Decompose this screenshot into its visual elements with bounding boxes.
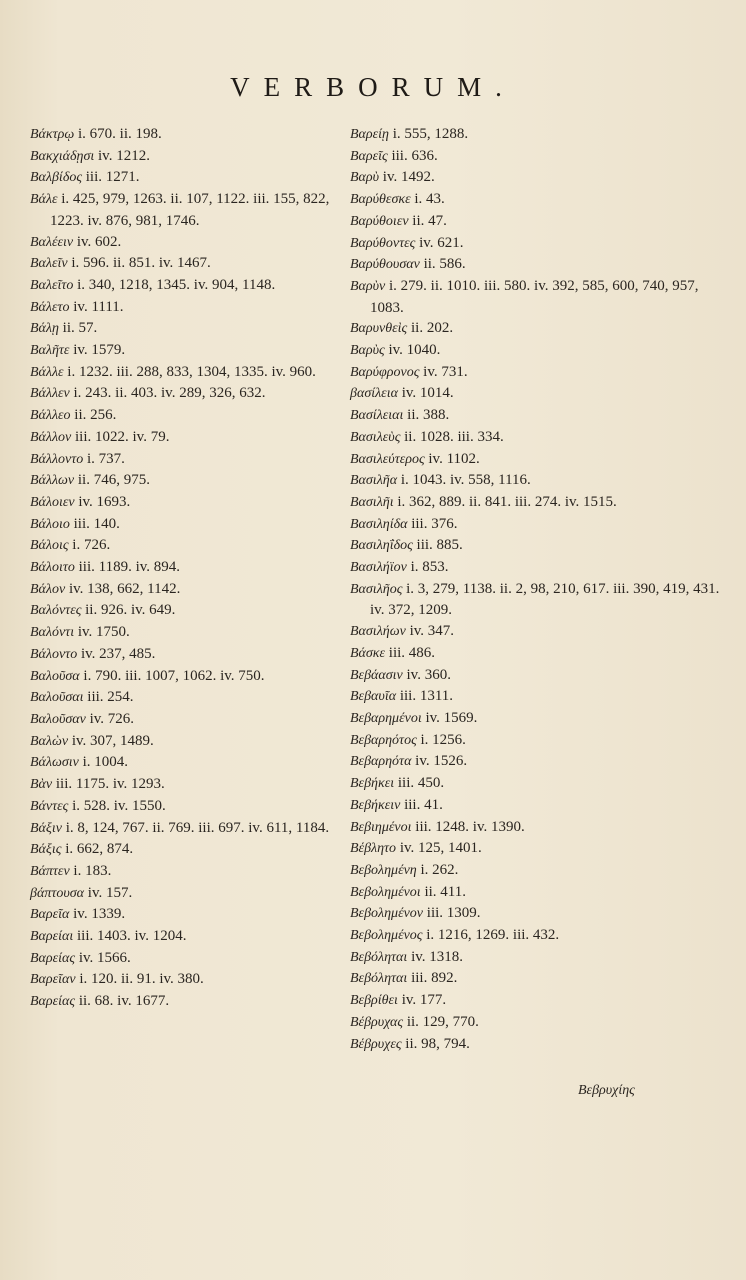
- references: i. 120. ii. 91. iv. 380.: [79, 971, 204, 988]
- index-entry: [350, 254, 730, 276]
- references: i. 279. ii. 1010. iii. 580. iv. 392, 585, 600, 740, 957, 1083.: [370, 277, 699, 316]
- index-entry: [350, 470, 730, 492]
- index-entry: [30, 796, 340, 818]
- headword: Βάξιν: [30, 820, 62, 836]
- headword: Βεβολημένη: [350, 862, 417, 878]
- index-entry: [30, 405, 340, 427]
- headword: Βεβήκειν: [350, 797, 401, 813]
- headword: Βάλλων: [30, 473, 75, 489]
- headword: Βάλοιτο: [30, 560, 75, 576]
- index-entry: [350, 838, 730, 860]
- headword: Βάπτεν: [30, 863, 70, 879]
- references: iii. 1271.: [85, 169, 140, 186]
- references: i. 340, 1218, 1345. iv. 904, 1148.: [77, 276, 276, 293]
- references: ii. 411.: [424, 883, 466, 900]
- references: iii. 254.: [87, 689, 134, 706]
- references: i. 1004.: [82, 754, 129, 771]
- headword: Βαλὼν: [30, 733, 69, 749]
- index-entry: [350, 730, 730, 752]
- headword: Βαρείῃ: [350, 127, 389, 142]
- index-entry: [30, 535, 340, 557]
- references: iii. 1022. iv. 79.: [75, 428, 170, 445]
- index-entry: [30, 731, 340, 753]
- index-entry: [30, 318, 340, 340]
- headword: Βέβλητο: [350, 841, 397, 857]
- index-entry: [350, 362, 730, 384]
- references: iii. 1248. iv. 1390.: [415, 818, 525, 835]
- index-entry: [350, 427, 730, 449]
- references: ii. 1028. iii. 334.: [404, 428, 504, 445]
- references: iv. 1750.: [77, 624, 130, 641]
- index-entry: [350, 990, 730, 1012]
- headword: Βαλόντι: [30, 625, 75, 641]
- index-entry: [30, 146, 340, 168]
- headword: Βεβαρηότα: [350, 754, 412, 770]
- headword: Βαρείας: [30, 994, 76, 1010]
- index-entry: [30, 383, 340, 405]
- references: iii. 1403. iv. 1204.: [77, 928, 187, 945]
- index-entry: [350, 882, 730, 904]
- references: iv. 1492.: [382, 169, 435, 186]
- headword: Βαλοῦσα: [30, 668, 80, 684]
- references: ii. 746, 975.: [77, 472, 150, 489]
- references: i. 1216, 1269. iii. 432.: [426, 927, 560, 944]
- index-entry: [350, 557, 730, 579]
- references: iii. 885.: [416, 537, 463, 554]
- headword: Βαρεῖαν: [30, 972, 76, 988]
- references: i. 555, 1288.: [392, 126, 469, 142]
- references: iii. 41.: [404, 796, 443, 813]
- index-entry: [350, 276, 730, 318]
- references: iv. 726.: [89, 710, 135, 727]
- references: i. 183.: [73, 862, 112, 879]
- index-entry: [30, 687, 340, 709]
- index-entry: [350, 383, 730, 405]
- index-entry: [350, 621, 730, 643]
- index-entry: [350, 449, 730, 471]
- index-entry: [350, 318, 730, 340]
- index-entry: [30, 232, 340, 254]
- references: i. 596. ii. 851. iv. 1467.: [71, 255, 211, 272]
- headword: Βάλλε: [30, 364, 64, 380]
- references: iii. 486.: [388, 644, 436, 661]
- headword: Βαλόντες: [30, 603, 82, 619]
- index-entry: [350, 167, 730, 189]
- references: iv. 602.: [76, 233, 122, 250]
- references: iii. 1311.: [399, 688, 454, 705]
- headword: Βασιλῆα: [350, 473, 398, 489]
- index-entry: [30, 991, 340, 1013]
- references: ii. 256.: [74, 407, 117, 424]
- headword: Βάλῃ: [30, 321, 59, 337]
- references: i. 3, 279, 1138. ii. 2, 98, 210, 617. iii. 390, 419, 431. iv. 372, 1209.: [370, 580, 720, 619]
- references: ii. 926. iv. 649.: [85, 602, 176, 619]
- references: i. 726.: [72, 537, 111, 554]
- references: iv. 1212.: [98, 147, 150, 164]
- references: ii. 586.: [423, 256, 466, 273]
- index-entry: [350, 860, 730, 882]
- headword: Βεβαρηότος: [350, 732, 417, 748]
- index-entry: [30, 297, 340, 319]
- index-entry: [350, 817, 730, 839]
- references: iv. 347.: [409, 623, 455, 640]
- references: i. 1232. iii. 288, 833, 1304, 1335. iv. 960.: [67, 363, 316, 380]
- references: iv. 1566.: [78, 949, 131, 966]
- headword: Βέβρυχες: [350, 1036, 402, 1052]
- headword: Βεβόληται: [350, 971, 408, 987]
- index-entry: [350, 514, 730, 536]
- index-entry: [30, 883, 340, 905]
- headword: Βαρὺν: [350, 278, 386, 294]
- references: iii. 376.: [411, 515, 458, 532]
- headword: Βεβιημένοι: [350, 819, 412, 835]
- index-entry: [30, 666, 340, 688]
- headword: Βεβαυῖα: [350, 689, 397, 705]
- references: iv. 1014.: [401, 385, 454, 402]
- references: iv. 731.: [423, 363, 468, 380]
- headword: Βεβόληται: [350, 949, 408, 965]
- references: i. 425, 979, 1263. ii. 107, 1122. iii. 155, 822, 1223. iv. 876, 981, 1746.: [50, 191, 330, 229]
- references: ii. 388.: [407, 407, 450, 424]
- index-entry: [350, 211, 730, 233]
- headword: Βαρύθοντες: [350, 235, 416, 251]
- headword: Βάλον: [30, 581, 66, 597]
- headword: Βάλοιο: [30, 516, 70, 532]
- headword: Βασιληίδα: [350, 516, 408, 532]
- headword: Βάκτρῳ: [30, 127, 75, 142]
- index-entry: [30, 709, 340, 731]
- headword: Βαρύθοιεν: [350, 213, 409, 229]
- index-entry: [30, 644, 340, 666]
- headword: Βαλοῦσαν: [30, 711, 86, 727]
- references: iv. 157.: [87, 884, 133, 901]
- headword: Βαλβίδος: [30, 170, 83, 186]
- references: iv. 360.: [406, 666, 451, 683]
- references: iv. 1102.: [428, 450, 480, 467]
- references: iv. 621.: [419, 234, 464, 251]
- headword: Βασιλεὺς: [350, 429, 401, 445]
- headword: Βασίλειαι: [350, 408, 404, 424]
- index-entry: [30, 449, 340, 471]
- headword: Βαρείας: [30, 950, 76, 966]
- index-entry: [30, 557, 340, 579]
- references: i. 262.: [420, 861, 459, 878]
- headword: Βάλλοντο: [30, 451, 84, 467]
- index-entry: [350, 795, 730, 817]
- headword: Βάλλεν: [30, 386, 70, 402]
- index-entry: [350, 233, 730, 255]
- headword: Βασιλεύτερος: [350, 451, 425, 467]
- references: iv. 1111.: [73, 298, 124, 315]
- index-entry: [350, 492, 730, 514]
- headword: Βεβήκει: [350, 776, 395, 792]
- index-entry: [30, 340, 340, 362]
- references: i. 1043. iv. 558, 1116.: [400, 472, 531, 489]
- references: ii. 202.: [410, 320, 454, 337]
- index-entry: [30, 839, 340, 861]
- headword: Βάντες: [30, 798, 69, 814]
- references: iii. 1309.: [426, 905, 481, 922]
- headword: Βασιληΐδος: [350, 538, 413, 554]
- index-entry: [30, 362, 340, 384]
- index-entry: [350, 643, 730, 665]
- headword: Βάλλον: [30, 429, 72, 445]
- index-entry: [30, 622, 340, 644]
- left-column: [30, 124, 340, 1013]
- references: ii. 98, 794.: [405, 1035, 470, 1052]
- headword: Βάλοις: [30, 538, 69, 554]
- headword: Βεβολημένοι: [350, 884, 421, 900]
- index-entry: [350, 665, 730, 687]
- headword: Βέβρυχας: [350, 1014, 404, 1030]
- references: iv. 1339.: [73, 906, 126, 923]
- catchword: Βεβρυχίης: [578, 1083, 635, 1098]
- headword: βασίλεια: [350, 386, 398, 402]
- headword: Βάλλεο: [30, 408, 71, 424]
- references: i. 670. ii. 198.: [78, 126, 162, 142]
- headword: Βάσκε: [350, 645, 386, 661]
- index-entry: [30, 752, 340, 774]
- index-entry: [30, 969, 340, 991]
- references: iv. 138, 662, 1142.: [68, 580, 181, 597]
- headword: Βεβαρημένοι: [350, 710, 422, 726]
- headword: Βεβολημένος: [350, 928, 423, 944]
- references: iv. 1318.: [411, 948, 464, 965]
- index-entry: [30, 861, 340, 883]
- references: i. 853.: [410, 559, 449, 576]
- index-entry: [30, 470, 340, 492]
- references: ii. 47.: [412, 212, 447, 229]
- index-entry: [350, 405, 730, 427]
- references: iv. 177.: [401, 992, 447, 1009]
- index-entry: [350, 535, 730, 557]
- index-entry: [350, 968, 730, 990]
- references: ii. 57.: [62, 320, 98, 337]
- references: iii. 636.: [391, 147, 438, 164]
- references: ii. 129, 770.: [406, 1013, 479, 1030]
- headword: Βαλεῖτο: [30, 277, 74, 293]
- references: iii. 1189. iv. 894.: [78, 559, 181, 576]
- index-entry: [350, 686, 730, 708]
- headword: Βάξις: [30, 842, 62, 858]
- references: i. 528. iv. 1550.: [72, 797, 166, 814]
- headword: Βαρὺς: [350, 343, 385, 359]
- headword: Βάλε: [30, 192, 58, 208]
- headword: Βαρὺ: [350, 170, 380, 186]
- references: iii. 1175. iv. 1293.: [55, 776, 165, 793]
- headword: Βαρύθεσκε: [350, 192, 411, 208]
- references: i. 790. iii. 1007, 1062. iv. 750.: [83, 667, 265, 684]
- headword: Βάλοιεν: [30, 494, 75, 510]
- index-entry: [30, 124, 340, 146]
- headword: Βαλεῖν: [30, 256, 68, 272]
- index-entry: [30, 579, 340, 601]
- headword: βάπτουσα: [30, 885, 85, 901]
- headword: Βακχιάδῃσι: [30, 148, 95, 164]
- index-entry: [350, 925, 730, 947]
- index-entry: [350, 947, 730, 969]
- index-entry: [30, 774, 340, 796]
- headword: Βὰν: [30, 777, 53, 793]
- index-entry: [30, 189, 340, 231]
- index-entry: [350, 146, 730, 168]
- index-entry: [350, 579, 730, 621]
- references: iii. 450.: [397, 775, 445, 792]
- references: i. 243. ii. 403. iv. 289, 326, 632.: [73, 385, 266, 402]
- headword: Βεβάασιν: [350, 667, 403, 683]
- references: iv. 1526.: [415, 753, 468, 770]
- references: i. 1256.: [420, 731, 466, 748]
- headword: Βάλοντο: [30, 646, 78, 662]
- references: iv. 125, 1401.: [399, 840, 482, 857]
- headword: Βασιλῆι: [350, 494, 394, 510]
- headword: Βασιλήων: [350, 624, 406, 640]
- index-entry: [30, 818, 340, 840]
- right-column: [350, 124, 730, 1055]
- index-entry: [30, 427, 340, 449]
- index-entry: [30, 948, 340, 970]
- index-entry: [30, 275, 340, 297]
- references: iv. 307, 1489.: [71, 732, 154, 749]
- page-title: VERBORUM.: [230, 72, 516, 102]
- references: i. 662, 874.: [65, 841, 134, 858]
- index-entry: [30, 600, 340, 622]
- index-entry: [30, 167, 340, 189]
- headword: Βαλῆτε: [30, 343, 70, 359]
- headword: Βασιλῆος: [350, 581, 403, 597]
- index-entry: [350, 903, 730, 925]
- references: ii. 68. iv. 1677.: [78, 993, 170, 1010]
- references: i. 362, 889. ii. 841. iii. 274. iv. 1515.: [397, 493, 617, 510]
- headword: Βαρύθουσαν: [350, 257, 420, 273]
- index-entry: [350, 124, 730, 146]
- index-entry: [30, 514, 340, 536]
- references: i. 43.: [414, 191, 445, 208]
- headword: Βαρεῖα: [30, 907, 70, 923]
- headword: Βαλέειν: [30, 234, 74, 250]
- index-entry: [350, 1012, 730, 1034]
- headword: Βεβρίθει: [350, 993, 398, 1009]
- index-entry: [30, 926, 340, 948]
- index-entry: [30, 253, 340, 275]
- references: i. 8, 124, 767. ii. 769. iii. 697. iv. 611, 1184.: [65, 819, 330, 836]
- headword: Βαρυνθεὶς: [350, 321, 408, 337]
- headword: Βεβολημένον: [350, 906, 424, 922]
- index-entry: [350, 340, 730, 362]
- headword: Βασιλήϊον: [350, 560, 407, 576]
- index-entry: [350, 1034, 730, 1056]
- references: i. 737.: [87, 450, 125, 467]
- references: iv. 237, 485.: [80, 645, 156, 662]
- references: iv. 1693.: [78, 493, 131, 510]
- headword: Βαρείαι: [30, 929, 74, 945]
- index-entry: [350, 708, 730, 730]
- references: iii. 140.: [73, 515, 120, 532]
- index-entry: [350, 189, 730, 211]
- references: iv. 1569.: [425, 709, 478, 726]
- references: iv. 1040.: [388, 342, 441, 359]
- references: iii. 892.: [411, 970, 458, 987]
- index-entry: [350, 751, 730, 773]
- headword: Βάλετο: [30, 299, 70, 315]
- index-entry: [30, 904, 340, 926]
- index-entry: [350, 773, 730, 795]
- headword: Βαλοῦσαι: [30, 690, 84, 706]
- index-entry: [30, 492, 340, 514]
- headword: Βαρύφρονος: [350, 364, 420, 380]
- headword: Βαρεῖς: [350, 148, 388, 164]
- references: iv. 1579.: [73, 342, 126, 359]
- headword: Βάλωσιν: [30, 755, 79, 771]
